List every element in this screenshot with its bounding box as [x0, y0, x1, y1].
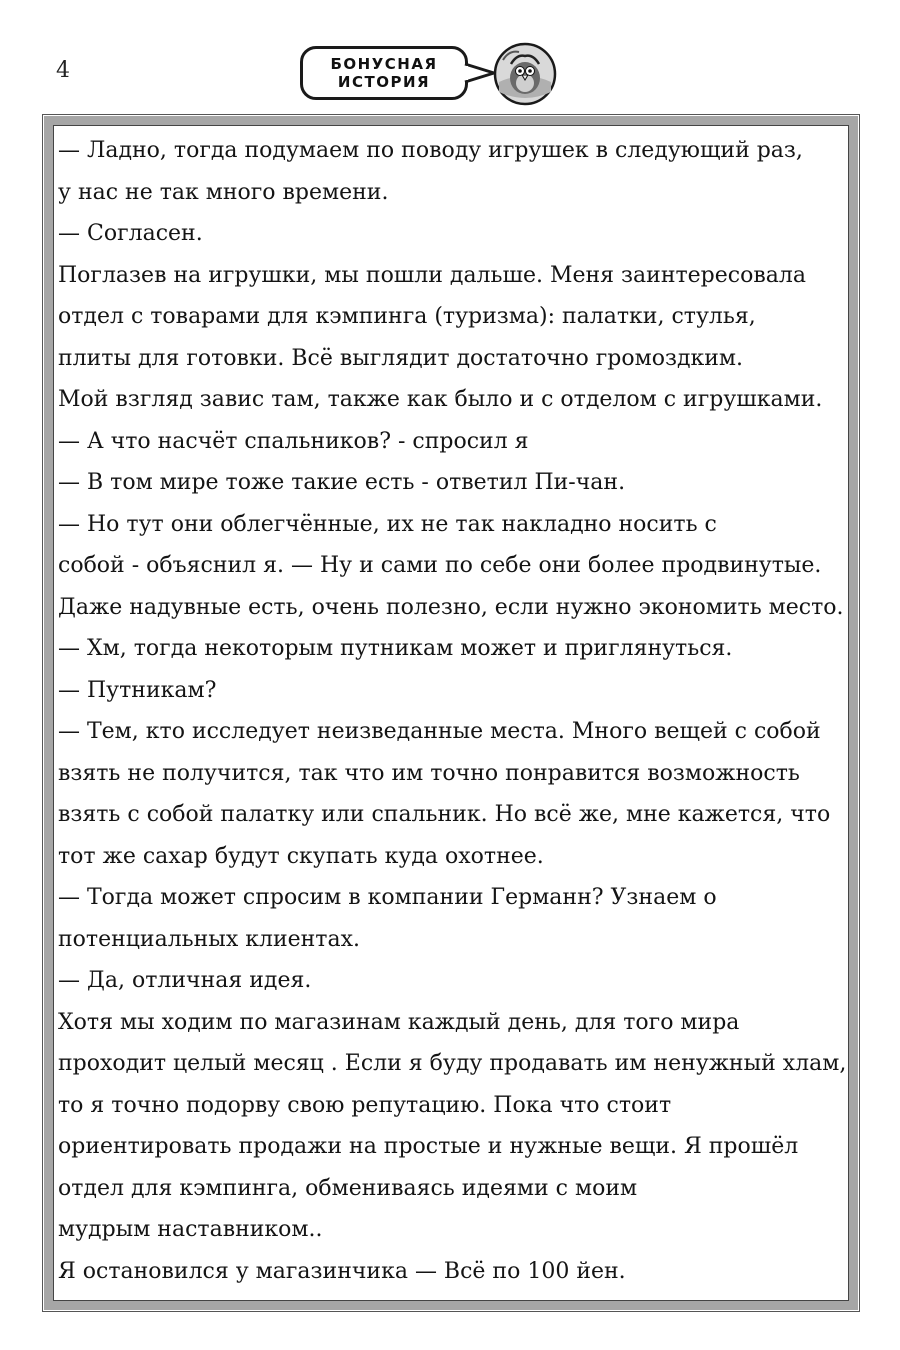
- text-line: отдел с товарами для кэмпинга (туризма): палатки, стулья,: [58, 304, 756, 329]
- page-number: 4: [56, 58, 70, 83]
- text-line: у нас не так много времени.: [58, 179, 389, 205]
- text-line: Хотя мы ходим по магазинам каждый день, для того мира: [58, 1009, 740, 1035]
- text-line: — Хм, тогда некоторым путникам может и приглянуться.: [58, 636, 733, 661]
- text-line: ориентировать продажи на простые и нужные вещи. Я прошёл: [58, 1134, 799, 1159]
- text-line: Я остановился у магазинчика — Всё по 100 йен.: [58, 1258, 626, 1284]
- text-line: то я точно подорву свою репутацию. Пока что стоит: [58, 1092, 672, 1118]
- text-line: — Тем, кто исследует неизведанные места. Много вещей с собой: [58, 719, 821, 744]
- text-line: мудрым наставником..: [58, 1217, 323, 1242]
- text-line: проходит целый месяц . Если я буду продавать им ненужный хлам,: [58, 1051, 847, 1076]
- text-line: Мой взгляд завис там, также как было и с отделом с игрушками.: [58, 387, 823, 412]
- text-line: — Но тут они облегчённые, их не так накладно носить с: [58, 511, 717, 537]
- text-line: взять с собой палатку или спальник. Но всё же, мне кажется, что: [58, 802, 831, 827]
- text-line: — В том мире тоже такие есть - ответил Пи-чан.: [58, 470, 626, 495]
- text-line: — А что насчёт спальников? - спросил я: [58, 428, 529, 454]
- text-line: — Согласен.: [58, 221, 203, 246]
- text-line: плиты для готовки. Всё выглядит достаточно громоздким.: [58, 345, 744, 371]
- text-line: — Ладно, тогда подумаем по поводу игрушек в следующий раз,: [58, 138, 803, 163]
- text-line: отдел для кэмпинга, обмениваясь идеями с моим: [58, 1175, 638, 1201]
- badge-line-1: БОНУСНАЯ: [330, 55, 438, 73]
- bonus-story-badge: [300, 46, 468, 100]
- text-line: Поглазев на игрушки, мы пошли дальше. Меня заинтересовала: [58, 262, 806, 288]
- text-line: тот же сахар будут скупать куда охотнее.: [58, 843, 544, 869]
- text-line: потенциальных клиентах.: [58, 926, 360, 952]
- story-text: [58, 130, 847, 1292]
- text-line: собой - объяснил я. — Ну и сами по себе они более продвинутые.: [58, 553, 822, 578]
- text-line: — Да, отличная идея.: [58, 968, 312, 993]
- text-line: взять не получится, так что им точно понравится возможность: [58, 760, 800, 786]
- text-line: — Путникам?: [58, 677, 217, 703]
- text-line: — Тогда может спросим в компании Германн? Узнаем о: [58, 885, 717, 910]
- badge-line-2: ИСТОРИЯ: [337, 73, 431, 91]
- text-line: Даже надувные есть, очень полезно, если нужно экономить место.: [58, 594, 844, 620]
- bird-mascot-icon: [493, 42, 557, 106]
